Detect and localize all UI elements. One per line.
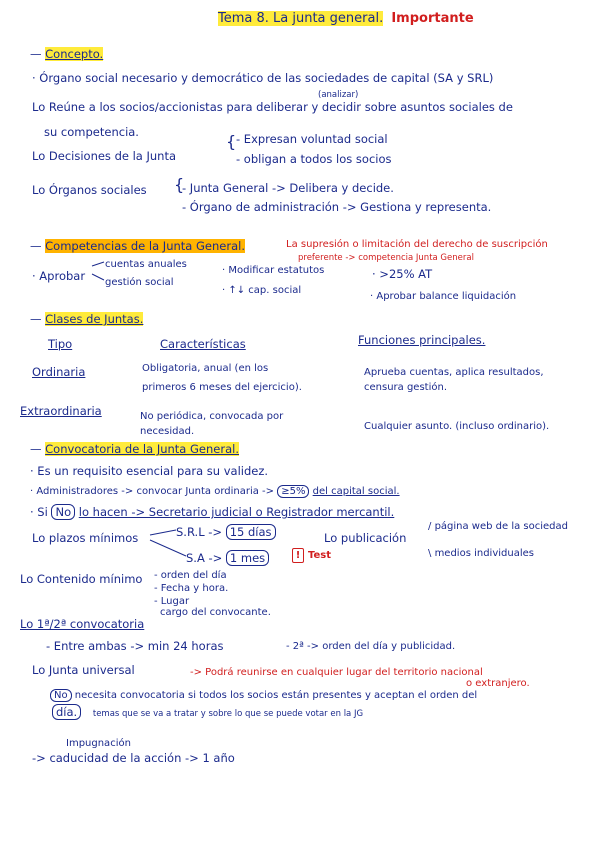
cap-social: · ↑↓ cap. social [222,285,302,296]
caducidad-line: -> caducidad de la acción -> 1 año [32,751,235,765]
ordinaria-car-2: primeros 6 meses del ejercicio). [142,382,302,393]
extraordinaria-fun: Cualquier asunto. (incluso ordinario). [364,421,550,432]
primera-segunda-label: Lo 1ª/2ª convocatoria [20,617,145,631]
universal-no-box: No [50,689,72,702]
title-tag: Importante [391,11,474,26]
srl-plazo-box: 15 días [226,524,276,540]
ordinaria-fun-1: Aprueba cuentas, aplica resultados, [364,367,544,378]
col-caracteristicas: Características [160,337,246,351]
extraordinaria-car-1: No periódica, convocada por [140,411,284,422]
ordinaria-label: Ordinaria [32,365,86,379]
competencias-red-1: La supresión o limitación del derecho de suscripción [286,239,548,250]
pct-box: ≥5% [277,485,309,498]
test-label: Test [308,550,332,561]
competencias-red-2: preferente -> competencia Junta General [298,253,474,263]
plazos-label: Lo plazos mínimos [32,531,139,545]
convocatoria-line-1: · Es un requisito esencial para su validez. [30,464,269,478]
universal-line-2: día. temas que se va a tratar y sobre lo que se puede votar en la JG [52,706,363,721]
entre-ambas: - Entre ambas -> min 24 horas [46,639,224,653]
organo-2: - Órgano de administración -> Gestiona y representa. [182,200,492,214]
modificar-estatutos: · Modificar estatutos [222,265,325,276]
publicacion-2: \ medios individuales [428,548,534,559]
extraordinaria-car-2: necesidad. [140,426,195,437]
universal-red-1: -> Podrá reunirse en cualquier lugar del territorio nacional [190,667,483,678]
convocatoria-heading: — Convocatoria de la Junta General. [30,442,239,456]
analizar-note: (analizar) [318,90,359,100]
extraordinaria-label: Extraordinaria [20,404,102,418]
publicacion-label: Lo publicación [324,531,407,545]
decision-2: - obligan a todos los socios [236,152,392,166]
contenido-2: - Fecha y hora. [154,583,229,594]
sa-plazo-box: 1 mes [226,550,269,566]
impugnacion-label: Impugnación [66,738,131,749]
at-threshold: · >25% AT [372,267,433,281]
universal-line-1: No necesita convocatoria si todos los socios están presentes y aceptan el orden del [50,689,477,702]
organos-label: Lo Órganos sociales [32,183,147,197]
srl-plazo: S.R.L -> 15 días [176,526,276,539]
segunda-convocatoria: - 2ª -> orden del día y publicidad. [286,641,456,652]
aprobar-cuentas: cuentas anuales [105,259,187,270]
convocatoria-line-3: · Si No lo hacen -> Secretario judicial o Registrador mercantil. [30,505,395,519]
sa-plazo: S.A -> 1 mes [186,552,269,565]
title-main: Tema 8. La junta general. [218,11,384,26]
col-tipo: Tipo [48,337,73,351]
organo-1: - Junta General -> Delibera y decide. [182,181,394,195]
ordinaria-fun-2: censura gestión. [364,382,447,393]
concepto-line-1: · Órgano social necesario y democrático de las sociedades de capital (SA y SRL) [32,71,494,85]
aprobar-balance: · Aprobar balance liquidación [370,291,517,302]
publicacion-1: / página web de la sociedad [428,521,569,532]
universal-label: Lo Junta universal [32,663,135,677]
competencias-heading: — Competencias de la Junta General. [30,239,245,253]
decisiones-brace: { [226,132,237,151]
ordinaria-car-1: Obligatoria, anual (en los [142,363,269,374]
contenido-3: - Lugar [154,596,190,607]
convocatoria-line-2: · Administradores -> convocar Junta ordinaria -> ≥5% del capital social. [30,486,400,497]
concepto-line-2: Lo Reúne a los socios/accionistas para deliberar y decidir sobre asuntos sociales de [32,100,513,114]
decisiones-label: Lo Decisiones de la Junta [32,149,177,163]
decision-1: - Expresan voluntad social [236,132,388,146]
contenido-4: cargo del convocante. [160,607,271,618]
concepto-heading: — Concepto. [30,47,104,61]
no-box: No [51,504,75,520]
test-warning-icon: ! Test [292,548,331,563]
contenido-1: - orden del día [154,570,227,581]
universal-red-2: o extranjero. [466,678,530,689]
contenido-label: Lo Contenido mínimo [20,572,143,586]
aprobar-gestion: gestión social [105,277,174,288]
organos-brace: { [174,175,185,194]
col-funciones: Funciones principales. [358,333,486,347]
concepto-line-3: su competencia. [44,125,139,139]
aprobar-label: · Aprobar [32,269,86,283]
clases-heading: — Clases de Juntas. [30,312,144,326]
